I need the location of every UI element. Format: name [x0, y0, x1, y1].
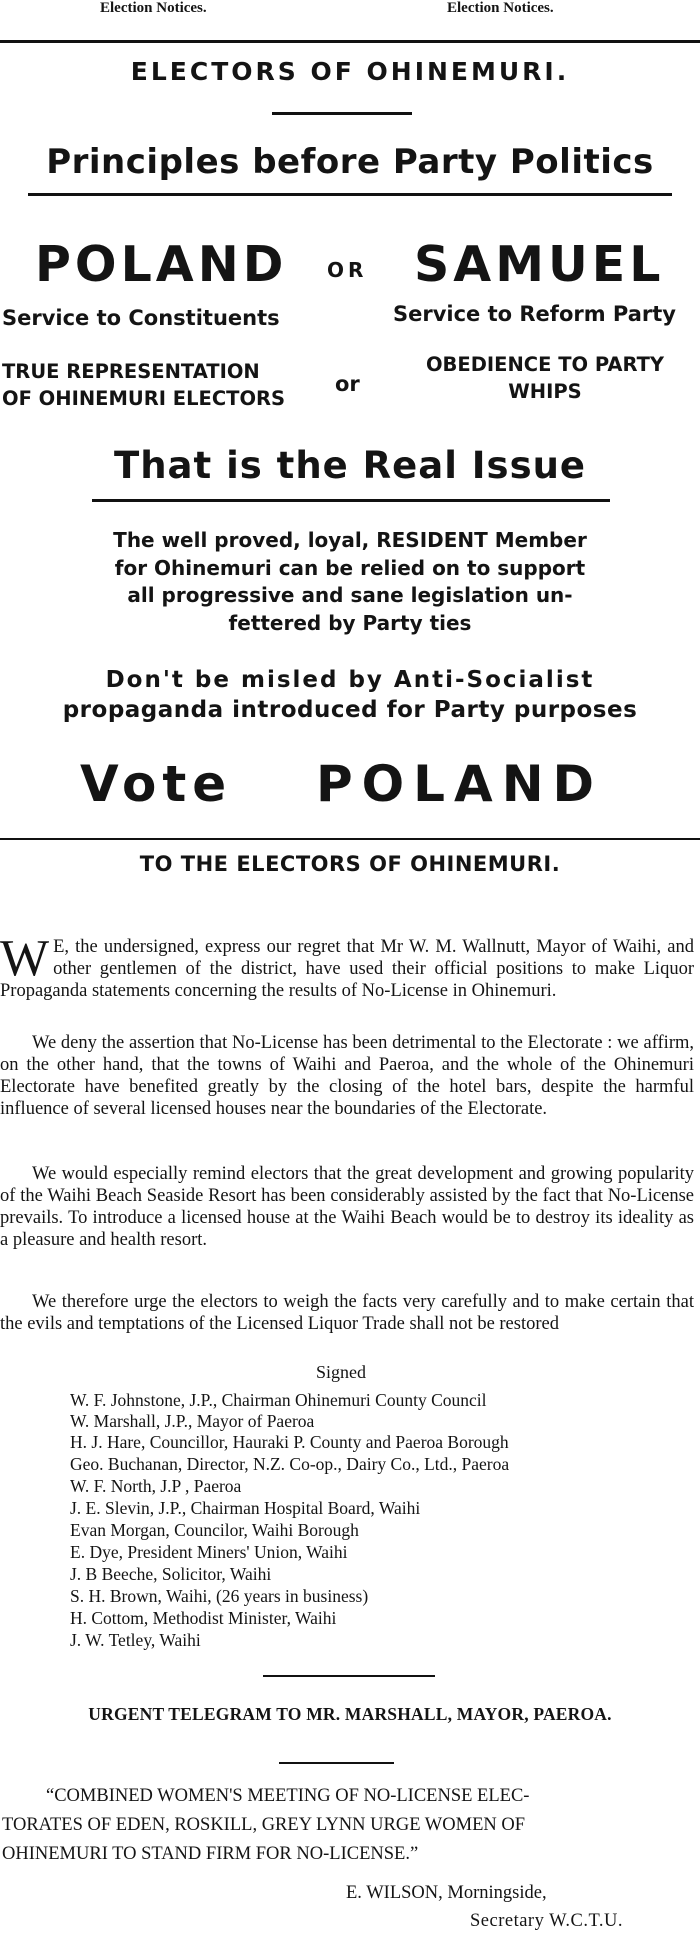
obedience-whips: [395, 351, 695, 405]
letter-paragraph-1: [0, 930, 694, 1002]
signed-label: Signed: [316, 1362, 367, 1382]
telegram-divider: [279, 1762, 394, 1764]
signatories-divider: [263, 1675, 435, 1677]
telegram-line-3: OHINEMURI TO STAND FIRM FOR NO-LICENSE.”: [2, 1844, 419, 1864]
section-header-left: Election Notices.: [100, 0, 207, 16]
misled-line-2: propaganda introduced for Party purposes: [62, 697, 638, 723]
signatory: W. F. North, J.P , Paeroa: [70, 1476, 242, 1496]
ad-title: ELECTORS OF OHINEMURI.: [130, 57, 570, 86]
section-header-right: Election Notices.: [447, 0, 554, 16]
principles-heading: Principles before Party Politics: [46, 142, 654, 182]
signatory: E. Dye, President Miners' Union, Waihi: [70, 1542, 348, 1562]
telegram-signer: E. WILSON, Morningside,: [346, 1883, 547, 1903]
member-line-2: for Ohinemuri can be relied on to support: [114, 555, 586, 580]
service-reform-party: Service to Reform Party: [393, 302, 676, 326]
vote-poland: POLAND: [316, 755, 604, 813]
misled-line-1: Don't be misled by Anti-Socialist: [105, 667, 595, 693]
misled-notice: [0, 665, 700, 725]
true-representation: [2, 358, 285, 412]
signatory: J. B Beeche, Solicitor, Waihi: [70, 1564, 272, 1584]
letter-paragraph-3: We would especially remind electors that the great development and growing popularity of the Waihi Beach Seaside Resort has been considerably assisted by the fact that No-License prevails. To introduce a licensed house at the Waihi Beach would be to destroy its ideality as a pleasure and health resort.: [0, 1164, 694, 1250]
signatory: Evan Morgan, Councilor, Waihi Borough: [70, 1520, 359, 1540]
signatory: S. H. Brown, Waihi, (26 years in business): [70, 1586, 369, 1606]
title-underline: [272, 112, 412, 115]
telegram-signer-title: Secretary W.C.T.U.: [470, 1911, 624, 1931]
true-representation-line-1: TRUE REPRESENTATION: [2, 360, 260, 383]
signatory: W. F. Johnstone, J.P., Chairman Ohinemuri County Council: [70, 1390, 487, 1410]
member-paragraph: [0, 527, 700, 637]
telegram-message: [2, 1782, 696, 1869]
letter-paragraph-4: We therefore urge the electors to weigh the facts very carefully and to make certain that the evils and temptations of the Licensed Liquor Trade shall not be restored: [0, 1292, 694, 1334]
or-label: OR: [327, 258, 368, 282]
signatory: W. Marshall, J.P., Mayor of Paeroa: [70, 1411, 315, 1431]
signatory: H. J. Hare, Councillor, Hauraki P. County and Paeroa Borough: [70, 1432, 509, 1452]
ad-bottom-rule: [0, 838, 700, 840]
telegram-line-1: “COMBINED WOMEN'S MEETING OF NO-LICENSE ELEC-: [46, 1786, 530, 1806]
member-line-3: all progressive and sane legislation un-: [127, 583, 573, 607]
principles-underline: [28, 193, 672, 196]
real-issue-underline: [92, 499, 610, 502]
telegram-line-2: TORATES OF EDEN, ROSKILL, GREY LYNN URGE WOMEN OF: [2, 1815, 526, 1835]
real-issue-heading: That is the Real Issue: [113, 444, 587, 487]
telegram-heading: URGENT TELEGRAM TO MR. MARSHALL, MAYOR, PAEROA.: [88, 1704, 612, 1724]
obedience-line-1: OBEDIENCE TO PARTY: [425, 353, 665, 376]
or-small-label: or: [335, 372, 360, 396]
vote-word: Vote: [80, 755, 233, 813]
candidate-poland: POLAND: [35, 236, 288, 293]
candidate-samuel: SAMUEL: [414, 236, 665, 293]
signatory: H. Cottom, Methodist Minister, Waihi: [70, 1608, 337, 1628]
signatory: J. W. Tetley, Waihi: [70, 1630, 201, 1650]
drop-cap: W: [0, 930, 50, 987]
member-line-4: fettered by Party ties: [228, 610, 472, 635]
letter-paragraph-1-text: E, the undersigned, express our regret that Mr W. M. Wallnutt, Mayor of Waihi, and other gentlemen of the district, have used their official positions to make Liquor Propaganda statements concerning the results of No-License in Ohinemuri.: [0, 937, 694, 1001]
true-representation-line-2: OF OHINEMURI ELECTORS: [2, 387, 286, 410]
letter-heading: TO THE ELECTORS OF OHINEMURI.: [139, 852, 561, 876]
member-line-1: The well proved, loyal, RESIDENT Member: [113, 528, 587, 552]
obedience-line-2: WHIPS: [508, 380, 582, 403]
signatory: J. E. Slevin, J.P., Chairman Hospital Board, Waihi: [70, 1498, 421, 1518]
service-constituents: Service to Constituents: [2, 306, 280, 330]
letter-paragraph-2: We deny the assertion that No-License has been detrimental to the Electorate : we affirm, on the other hand, that the towns of Waihi and Paeroa, and the whole of the Ohinemuri Electorate have benefited greatly by the closing of the hotel bars, despite the harmful influence of several licensed houses near the boundaries of the Electorate.: [0, 1033, 694, 1119]
top-rule: [0, 40, 700, 43]
signatory: Geo. Buchanan, Director, N.Z. Co-op., Dairy Co., Ltd., Paeroa: [70, 1454, 510, 1474]
